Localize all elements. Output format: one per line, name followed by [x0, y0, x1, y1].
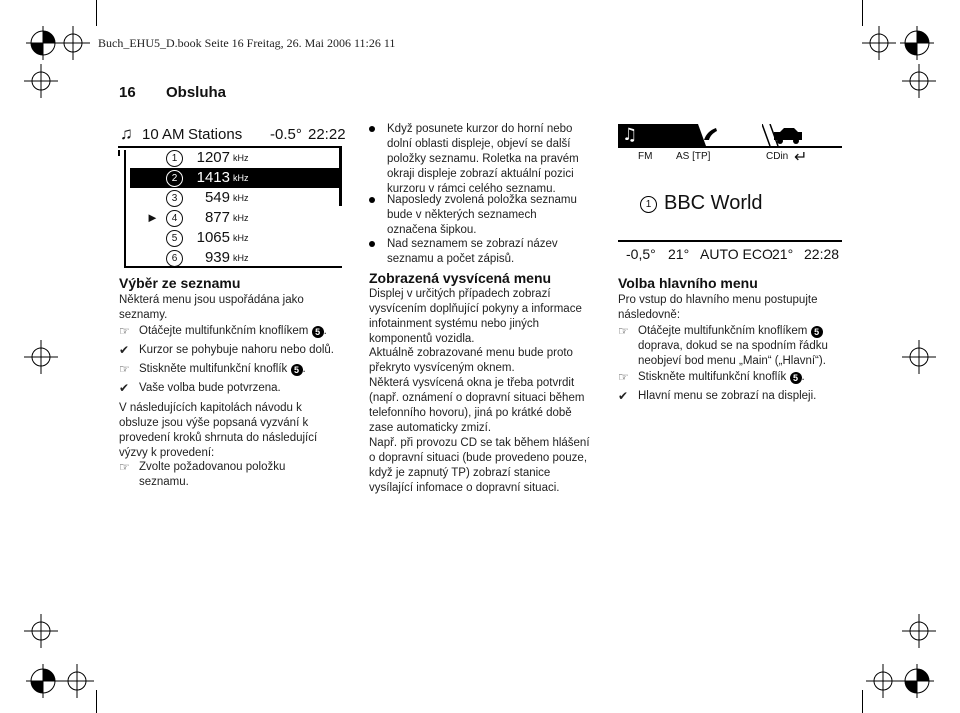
bullet-last-selected: Naposledy zvolená položka seznamu bude v některých seznamech označena šipkou.: [387, 193, 577, 238]
hand-pointing-icon: ☞: [618, 370, 629, 384]
source-tabs: [618, 124, 842, 148]
registration-mark-right-bottom: [902, 614, 936, 648]
station-row-selected[interactable]: 2 1413 kHz: [130, 168, 342, 188]
intro-main-menu: Pro vstup do hlavního menu postupujte následovně:: [618, 294, 818, 321]
crop-line-bottom-left: [96, 690, 97, 713]
step-press-knob-main: ☞ Stiskněte multifunkční knoflík 5 .: [618, 370, 805, 384]
pointer-arrow-icon: ►: [146, 210, 159, 225]
temperature-label: -0.5°: [270, 126, 302, 143]
cdin-label: CDin: [766, 151, 789, 162]
registration-mark-bottom-right: [900, 664, 934, 698]
music-note-icon: ♫: [120, 124, 133, 143]
section-title-list-selection: Výběr ze seznamu: [119, 275, 241, 291]
registration-mark-bottom-center-right: [866, 664, 900, 698]
page-section-title: Obsluha: [166, 84, 227, 101]
bullet-list-name: Nad seznamem se zobrazí název seznamu a počet zápisů.: [387, 237, 558, 267]
bullet-dot: [369, 197, 375, 203]
climate-mode-label: AUTO ECO: [700, 246, 773, 262]
knob-number-badge: 5: [790, 372, 802, 384]
music-note-icon: ♫: [622, 125, 638, 145]
station-row[interactable]: 5 1065 kHz: [130, 228, 342, 248]
temp-left-label: 21°: [668, 246, 690, 262]
step-press-knob: ☞ Stiskněte multifunkční knoflík 5 .: [119, 362, 306, 376]
time-label: 22:28: [804, 246, 840, 262]
crop-line-top-right: [862, 0, 863, 26]
bullet-dot: [369, 241, 375, 247]
step-turn-knob-right: ☞ Otáčejte multifunkčním knoflíkem 5 doprava, dokud se na spodním řádku neobjeví bod menu „Main“ („Hlavní“).: [618, 324, 828, 367]
result-confirmed: ✔ Vaše volba bude potvrzena.: [119, 381, 281, 395]
section-title-main-menu: Volba hlavního menu: [618, 275, 758, 291]
registration-mark-bottom-left: [26, 664, 60, 698]
return-arrow-icon: ↵: [794, 149, 808, 166]
knob-number-badge: 5: [811, 326, 823, 338]
knob-number-badge: 5: [312, 326, 324, 338]
station-row[interactable]: 6 939 kHz: [130, 248, 342, 268]
paragraph-confirm-windows: Některá vysvícená okna je třeba potvrdit (např. oznámení o dopravní situaci během telefonního hovoru), jiná po krátké době zase automaticky zmizí.: [369, 377, 585, 434]
outside-temperature: -0,5°: [626, 246, 656, 262]
check-icon: ✔: [119, 381, 130, 395]
registration-mark-right-middle: [902, 340, 936, 374]
registration-mark-top-left: [26, 26, 60, 60]
temp-right-label: 21°: [772, 246, 794, 262]
book-header: Buch_EHU5_D.book Seite 16 Freitag, 26. Mai 2006 11:26 11: [98, 36, 396, 50]
crop-line-bottom-right: [862, 690, 863, 713]
step-turn-knob: ☞ Otáčejte multifunkčním knoflíkem 5 .: [119, 324, 327, 338]
status-bar: [618, 240, 842, 264]
hand-pointing-icon: ☞: [119, 324, 130, 338]
intro-text: Některá menu jsou uspořádána jako seznamy.: [119, 294, 304, 321]
registration-mark-top-center-right: [862, 26, 896, 60]
summary-paragraph: V následujících kapitolách návodu k obsluze jsou výše popsaná vyzvání k provedení kroků shrnuta do následující výzvy k provedení:: [119, 402, 318, 459]
phone-icon: [690, 124, 762, 148]
car-icon: [762, 124, 842, 148]
hand-pointing-icon: ☞: [119, 362, 130, 376]
step-select-item: ☞ Zvolte požadovanou položku seznamu.: [119, 460, 286, 488]
section-title-highlighted-menus: Zobrazená vysvícená menu: [369, 270, 552, 286]
time-label: 22:22: [308, 126, 346, 143]
radio-display-station-list: [118, 124, 346, 267]
paragraph-overlay: Aktuálně zobrazované menu bude proto překryto vysvíceným oknem.: [369, 347, 573, 374]
registration-mark-left-top: [24, 64, 58, 98]
registration-mark-left-middle: [24, 340, 58, 374]
page-number: 16: [119, 84, 136, 101]
registration-mark-left-bottom: [24, 614, 58, 648]
registration-mark-bottom-center-left: [60, 664, 94, 698]
bullet-scroll-info: Když posunete kurzor do horní nebo dolní oblasti displeje, objeví se další položky seznamu. Roletka na pravém okraji displeje zobrazí aktuální pozici kurzoru v rámci celého seznamu.: [387, 122, 579, 197]
check-icon: ✔: [119, 343, 130, 357]
station-row[interactable]: 1 1207 kHz: [130, 148, 342, 168]
registration-mark-top-right: [900, 26, 934, 60]
crop-line-top-left: [96, 0, 97, 26]
knob-number-badge: 5: [291, 364, 303, 376]
fm-label: FM: [638, 151, 653, 162]
paragraph-cd-example: Např. při provozu CD se tak během hlášení o dopravní situaci (bude provedeno pouze, když je zapnutý TP) zobrazí stanice vysílající infomace o dopravní situaci.: [369, 437, 590, 494]
tab-phone[interactable]: [690, 124, 762, 146]
result-cursor-moves: ✔ Kurzor se pohybuje nahoru nebo dolů.: [119, 343, 335, 357]
bullet-dot: [369, 126, 375, 132]
check-icon: ✔: [618, 389, 629, 403]
as-tp-label: AS [TP]: [676, 151, 711, 162]
paragraph-highlighted-intro: Displej v určitých případech zobrazí vysvícením doplňující pokyny a informace infotainment systému nebo jiných komponentů vozidla.: [369, 288, 582, 345]
registration-mark-top-center-left: [56, 26, 90, 60]
hand-pointing-icon: ☞: [119, 460, 130, 474]
tab-vehicle[interactable]: [762, 124, 842, 146]
tab-audio[interactable]: [618, 124, 690, 148]
mode-label: Stations: [188, 126, 243, 143]
display-header: [118, 124, 346, 148]
band-label: 10 AM: [142, 126, 185, 143]
station-row[interactable]: 3 549 kHz: [130, 188, 342, 208]
radio-display-main: ♫ FM AS [TP] CDin ↵ 1 BBC World -0,5° 21° AUTO ECO 21° 22:28: [618, 124, 842, 263]
hand-pointing-icon: ☞: [618, 324, 629, 338]
registration-mark-right-top: [902, 64, 936, 98]
result-main-menu-shown: ✔ Hlavní menu se zobrazí na displeji.: [618, 389, 817, 403]
station-row-last-selected[interactable]: ► 4 877 kHz: [146, 209, 249, 226]
